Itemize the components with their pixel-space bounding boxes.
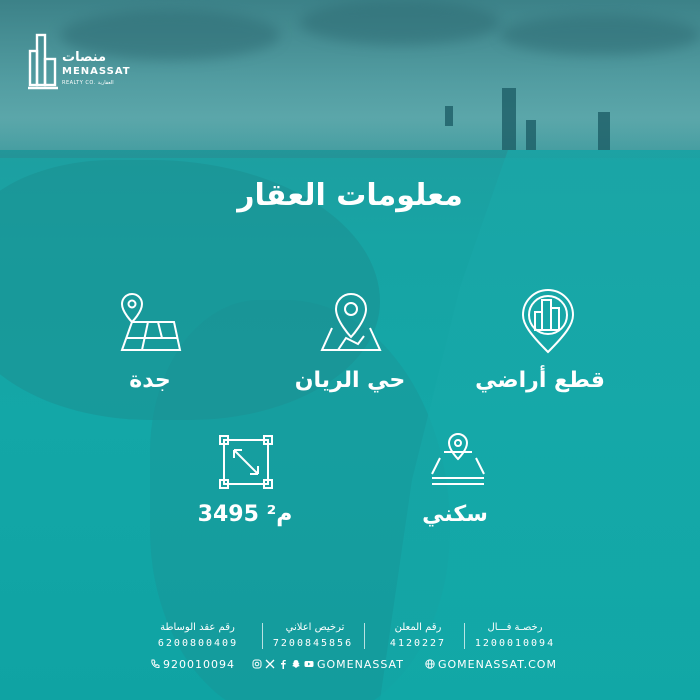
divider	[464, 623, 465, 649]
snapchat-icon	[291, 659, 301, 669]
social-handle-link[interactable]	[252, 655, 404, 673]
property-type-label: قطع أراضي	[475, 368, 605, 393]
usage-label: سكني	[422, 502, 488, 527]
phone-icon	[150, 659, 160, 669]
brokerage-contract-value: 6200800409	[157, 638, 239, 649]
building-location-icon	[520, 288, 576, 354]
fal-license-label: رخصـة فـــال	[487, 622, 543, 633]
fal-license-value: 1200010094	[474, 638, 556, 649]
skyscraper	[502, 88, 516, 150]
city-label: جدة	[129, 368, 171, 393]
building	[598, 112, 610, 150]
divider	[364, 623, 365, 649]
sea-area	[380, 150, 700, 700]
building	[445, 106, 453, 126]
x-icon	[265, 659, 275, 669]
area-label: 3495 م²	[197, 502, 293, 527]
map-icon	[118, 292, 182, 352]
ad-permit-label: ترخيص اعلاني	[285, 622, 345, 633]
menassat-logo-icon	[28, 33, 60, 91]
brand-subtitle: REALTY CO. العقارية	[62, 80, 114, 86]
social-handle: GOMENASSAT	[317, 657, 404, 671]
district-label: حي الريان	[294, 368, 406, 393]
brokerage-contract-label: رقم عقد الوساطة	[160, 622, 235, 633]
website-url: GOMENASSAT.COM	[438, 657, 557, 671]
phone-number: 920010094	[163, 657, 235, 671]
cloud	[300, 0, 500, 45]
area-measure-icon	[218, 434, 274, 490]
residential-road-pin-icon	[428, 432, 488, 490]
facebook-icon	[278, 659, 288, 669]
location-pin-map-icon	[318, 292, 384, 354]
phone-contact[interactable]	[150, 655, 235, 673]
cloud	[500, 15, 700, 55]
advertiser-number-label: رقم المعلن	[394, 622, 442, 633]
instagram-icon	[252, 659, 262, 669]
advertiser-number-value: 4120227	[389, 638, 447, 649]
ad-permit-value: 7200845856	[272, 638, 354, 649]
divider	[262, 623, 263, 649]
page-title: معلومات العقار	[237, 178, 463, 213]
youtube-icon	[304, 659, 314, 669]
globe-icon	[425, 659, 435, 669]
website-link[interactable]	[425, 655, 557, 673]
brand-name-english: MENASSAT	[62, 66, 131, 77]
brand-name-arabic: منصات	[62, 50, 107, 65]
building	[526, 120, 536, 150]
